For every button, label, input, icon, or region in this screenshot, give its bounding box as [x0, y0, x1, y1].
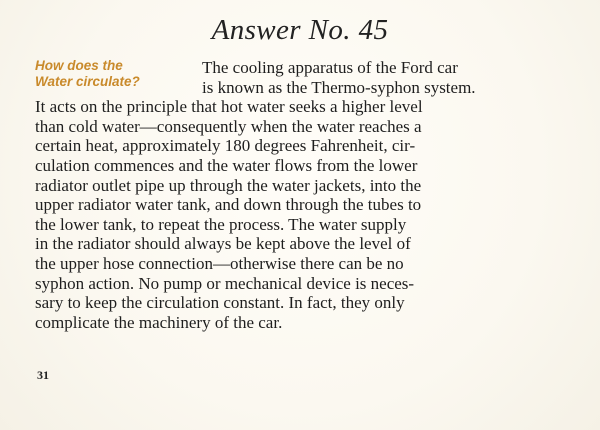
body-line: in the radiator should always be kept above the level of [35, 234, 411, 254]
body-line: the lower tank, to repeat the process. The water supply [35, 214, 407, 234]
body-line: the upper hose connection—otherwise there can be no [35, 253, 404, 273]
body-line: is known as the Thermo-syphon system. [202, 77, 476, 97]
body-line: syphon action. No pump or mechanical device is neces- [35, 273, 415, 293]
body-line: upper radiator water tank, and down through the tubes to [35, 195, 422, 215]
body-line: than cold water—consequently when the water reaches a [35, 116, 422, 136]
body-line: It acts on the principle that hot water seeks a higher level [35, 97, 423, 117]
page-number: 31 [37, 368, 49, 382]
body-line: culation commences and the water flows from the lower [35, 155, 418, 175]
body-line: The cooling apparatus of the Ford car [202, 58, 458, 77]
body-line: sary to keep the circulation constant. In fact, they only [35, 293, 405, 313]
body-line: radiator outlet pipe up through the water jackets, into the [35, 175, 422, 195]
answer-body [35, 58, 575, 332]
margin-note-line: How does the [35, 58, 123, 73]
page-title: Answer No. 45 [211, 14, 389, 46]
margin-note-line: Water circulate? [35, 74, 140, 89]
body-line: complicate the machinery of the car. [35, 312, 283, 332]
body-line: certain heat, approximately 180 degrees Fahrenheit, cir- [35, 136, 416, 156]
